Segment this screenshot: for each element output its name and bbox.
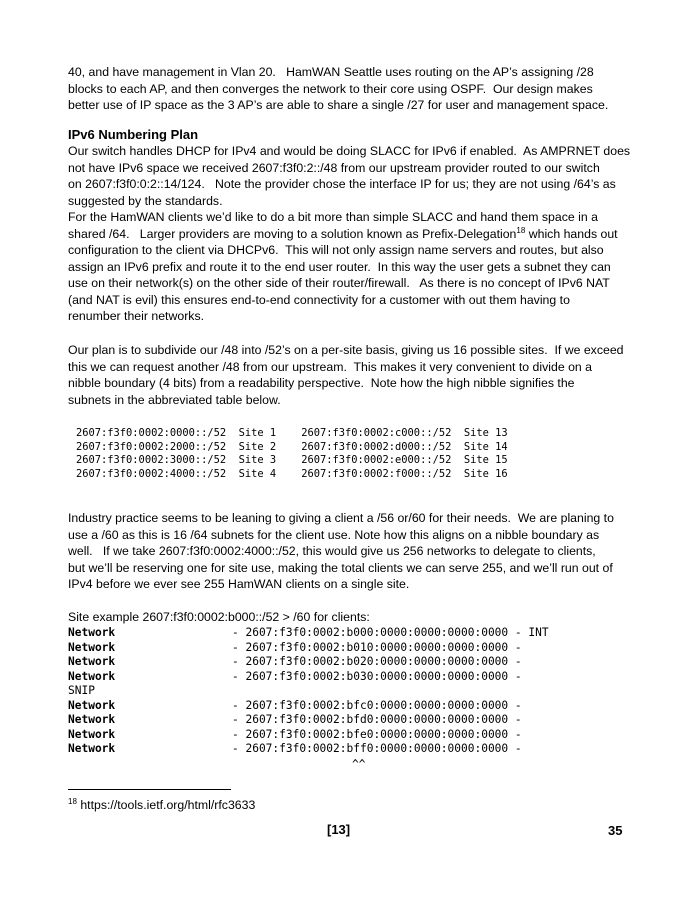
paragraph-line: Our switch handles DHCP for IPv4 and would be doing SLACC for IPv6 if enabled. As AMPRNET does — [68, 144, 631, 158]
network-label: Network — [68, 698, 116, 712]
site-table-row: 2607:f3f0:0002:4000::/52 Site 4 2607:f3f0:0002:f000::/52 Site 16 — [76, 467, 508, 480]
network-label: Network — [68, 655, 116, 668]
paragraph-line: this we can request another /48 from our upstream. This makes it very convenient to divide on a — [68, 359, 593, 374]
footnote-number: 18 — [68, 796, 77, 806]
caret-marker: ^^ — [352, 758, 366, 771]
footnote — [68, 797, 255, 813]
footnote-divider — [68, 789, 231, 790]
network-address: - 2607:f3f0:0002:b030:0000:0000:0000:0000 - — [232, 669, 522, 683]
network-label: Network — [68, 727, 116, 741]
paragraph-line: not have IPv6 space we received 2607:f3f0:2::/48 from our upstream provider routed to our switch — [68, 160, 600, 175]
site-table-row: 2607:f3f0:0002:3000::/52 Site 3 2607:f3f0:0002:e000::/52 Site 15 — [76, 454, 508, 466]
text-span: shared /64. Larger providers are moving to a solution known as Prefix-Delegation — [68, 226, 517, 241]
network-address: - 2607:f3f0:0002:bfc0:0000:0000:0000:0000 - — [232, 698, 522, 712]
paragraph-line: blocks to each AP, and then converges the network to their core using OSPF. Our design makes — [68, 81, 593, 96]
footnote-link[interactable]: https://tools.ietf.org/html/rfc3633 — [76, 798, 256, 812]
network-address: - 2607:f3f0:0002:b020:0000:0000:0000:0000 - — [232, 655, 522, 668]
paragraph-line: assign an IPv6 prefix and route it to the end user router. In this way the user gets a subnet they can — [68, 259, 611, 274]
paragraph-line: use a /60 as this is 16 /64 subnets for the client use. Note how this aligns on a nibble boundary as — [68, 527, 600, 542]
text-span: which hands out — [525, 226, 618, 241]
paragraph-line — [68, 226, 618, 242]
paragraph-line: IPv4 before we ever see 255 HamWAN clients on a single site. — [68, 577, 410, 591]
network-address: - 2607:f3f0:0002:b010:0000:0000:0000:0000 - — [232, 640, 522, 654]
paragraph-line: but we’ll be reserving one for site use, making the total clients we can serve 255, and we’ll run out of — [68, 560, 613, 575]
paragraph-line: renumber their networks. — [68, 309, 205, 323]
paragraph-line: Industry practice seems to be leaning to giving a client a /56 or/60 for their needs. We are planing to — [68, 511, 614, 525]
network-address: - 2607:f3f0:0002:bfe0:0000:0000:0000:0000 - — [232, 727, 522, 741]
network-label: Network — [68, 713, 116, 726]
paragraph-line: nibble boundary (4 bits) from a readability perspective. Note how the high nibble signifies the — [68, 376, 575, 390]
page-number: 35 — [608, 823, 623, 838]
paragraph-line: configuration to the client via DHCPv6. This will not only assign name servers and routes, but also — [68, 243, 604, 257]
paragraph-line: on 2607:f3f0:0:2::14/124. Note the provider chose the interface IP for us; they are not using /64’s as — [68, 177, 616, 191]
network-label: SNIP — [68, 684, 95, 697]
paragraph-line: Our plan is to subdivide our /48 into /52’s on a per-site basis, giving us 16 possible sites. If we exceed — [68, 343, 624, 357]
paragraph-line: subnets in the abbreviated table below. — [68, 392, 281, 407]
network-label: Network — [68, 669, 116, 683]
page-label: [13] — [327, 822, 351, 837]
network-address: - 2607:f3f0:0002:bff0:0000:0000:0000:0000 - — [232, 742, 522, 755]
network-label: Network — [68, 626, 116, 639]
paragraph-line: well. If we take 2607:f3f0:0002:4000::/52, this would give us 256 networks to delegate to clients, — [68, 544, 596, 558]
section-heading: IPv6 Numbering Plan — [68, 127, 199, 142]
site-table-row: 2607:f3f0:0002:0000::/52 Site 1 2607:f3f0:0002:c000::/52 Site 13 — [76, 427, 508, 439]
paragraph-line: use on their network(s) on the other side of their router/firewall. As there is no concept of IPv6 NAT — [68, 276, 610, 290]
paragraph-line: 40, and have management in Vlan 20. HamWAN Seattle uses routing on the AP’s assigning /28 — [68, 65, 594, 79]
paragraph-line: (and NAT is evil) this ensures end-to-end connectivity for a customer with out them having to — [68, 292, 570, 307]
site-table-row: 2607:f3f0:0002:2000::/52 Site 2 2607:f3f0:0002:d000::/52 Site 14 — [76, 440, 508, 453]
paragraph-line: suggested by the standards. — [68, 193, 223, 208]
example-title: Site example 2607:f3f0:0002:b000::/52 > /60 for clients: — [68, 610, 370, 624]
network-address: - 2607:f3f0:0002:b000:0000:0000:0000:0000 - INT — [232, 626, 549, 639]
network-label: Network — [68, 742, 116, 755]
footnote-reference[interactable]: 18 — [516, 225, 526, 235]
network-address: - 2607:f3f0:0002:bfd0:0000:0000:0000:0000 - — [232, 713, 522, 726]
network-label: Network — [68, 640, 116, 654]
paragraph-line: For the HamWAN clients we’d like to do a bit more than simple SLACC and hand them space in a — [68, 210, 598, 224]
paragraph-line: better use of IP space as the 3 AP’s are able to share a single /27 for user and management space. — [68, 98, 609, 112]
